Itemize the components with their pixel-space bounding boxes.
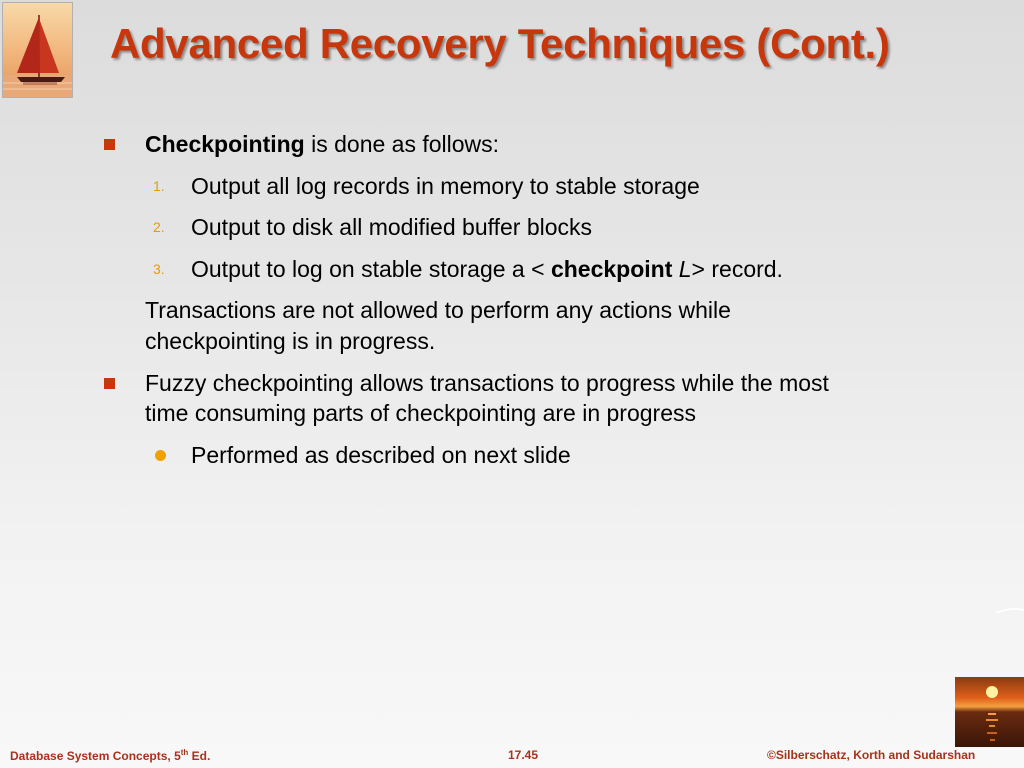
- bullet-checkpointing: [145, 129, 499, 159]
- fuzzy-line-1: Fuzzy checkpointing allows transactions to progress while the most: [145, 370, 829, 396]
- slide-title: Advanced Recovery Techniques (Cont.): [110, 20, 890, 67]
- square-bullet-icon: [104, 378, 115, 389]
- step-2-text: Output to disk all modified buffer blocks: [191, 214, 593, 240]
- dot-bullet-icon: [155, 450, 166, 461]
- checkpointing-rest: is done as follows:: [304, 131, 500, 157]
- step-number-2: 2.: [153, 219, 165, 235]
- footer-book-end: Ed.: [188, 749, 211, 763]
- step-3-italic: L: [678, 256, 692, 282]
- footer-book-title: [10, 748, 210, 763]
- step-number-1: 1.: [153, 178, 165, 194]
- step-3-pre: Output to log on stable storage a <: [191, 256, 551, 282]
- page-number: 17.45: [508, 748, 539, 762]
- sunset-image: [955, 677, 1024, 747]
- step-1-text: Output all log records in memory to stable storage: [191, 173, 700, 199]
- checkpointing-term: Checkpointing: [145, 131, 305, 157]
- footer-book-main: Database System Concepts, 5: [10, 749, 181, 763]
- square-bullet-icon: [104, 139, 115, 150]
- note-line-2: checkpointing is in progress.: [145, 328, 436, 354]
- footer-copyright: ©Silberschatz, Korth and Sudarshan: [767, 748, 976, 762]
- step-3-post: > record.: [691, 256, 783, 282]
- step-3-text: [191, 254, 783, 284]
- decorative-swoosh: [996, 600, 1024, 620]
- sub-bullet-text: Performed as described on next slide: [191, 442, 571, 468]
- fuzzy-line-2: time consuming parts of checkpointing are in progress: [145, 400, 697, 426]
- note-line-1: Transactions are not allowed to perform any actions while: [145, 297, 731, 323]
- footer-book-sup: th: [180, 748, 189, 757]
- step-3-bold: checkpoint: [550, 256, 673, 282]
- sunset-logo: [955, 677, 1024, 747]
- step-number-3: 3.: [153, 261, 165, 277]
